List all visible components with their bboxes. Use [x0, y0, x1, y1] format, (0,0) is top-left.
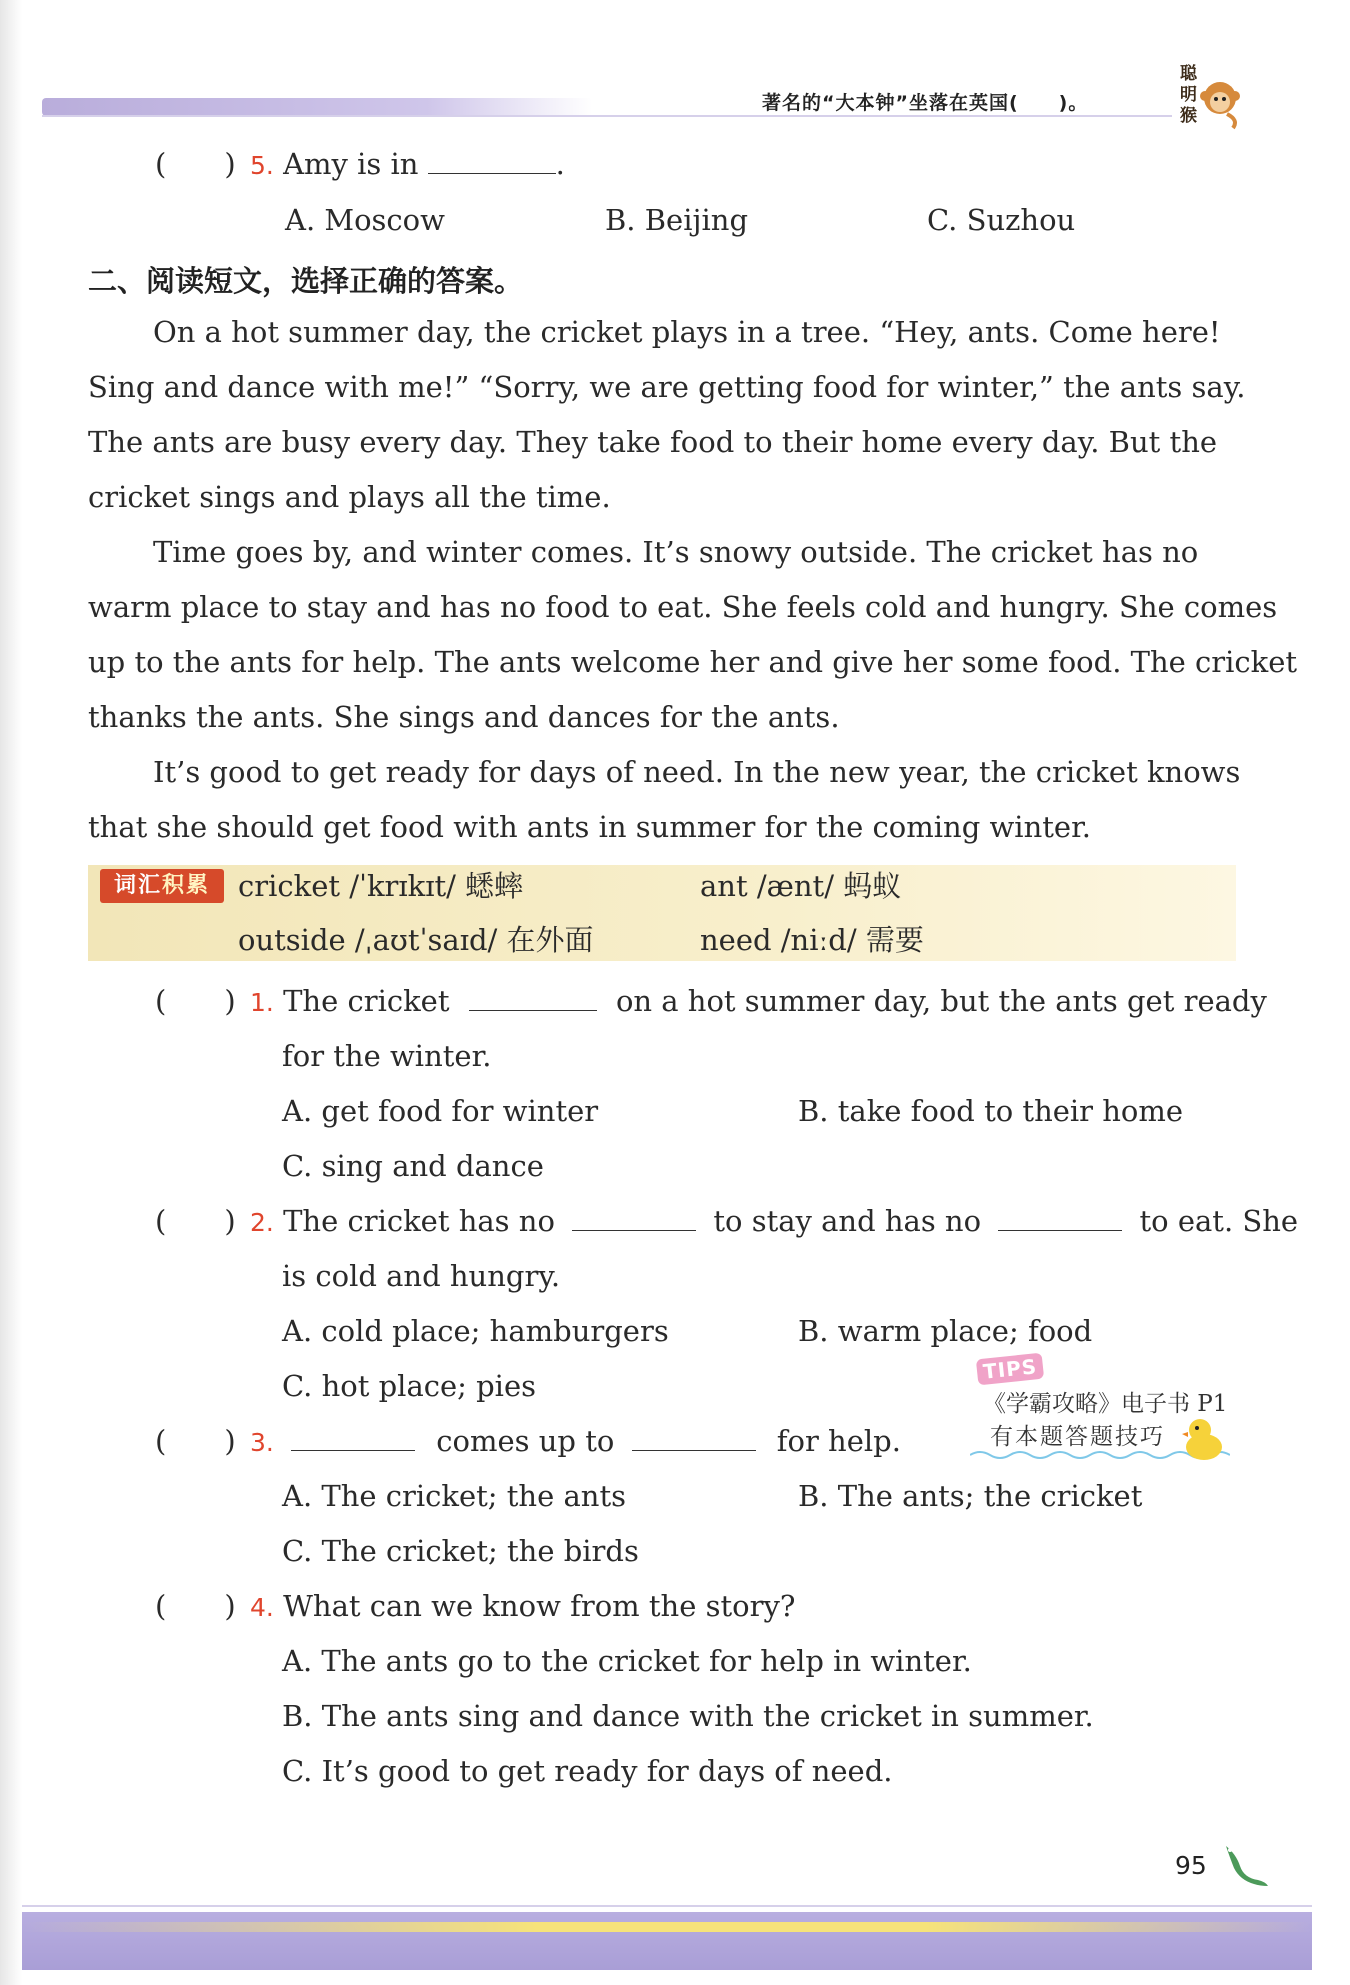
passage-line: On a hot summer day, the cricket plays in a tree. “Hey, ants. Come here! — [153, 315, 1221, 349]
answer-paren[interactable]: ( ) — [155, 1589, 236, 1623]
option-c[interactable]: C. sing and dance — [282, 1149, 544, 1183]
question-1-stem-cont: for the winter. — [282, 1039, 492, 1073]
option-b[interactable]: B. warm place; food — [798, 1314, 1093, 1348]
question-2-stem: 2. The cricket has no to stay and has no to eat. She — [250, 1204, 1299, 1238]
header-color-bar — [42, 98, 592, 116]
passage-line: warm place to stay and has no food to eat. She feels cold and hungry. She comes — [88, 590, 1278, 624]
question-3-stem: 3. comes up to for help. — [250, 1424, 901, 1458]
option-a[interactable]: A. cold place; hamburgers — [282, 1314, 669, 1348]
passage-line: cricket sings and plays all the time. — [88, 480, 611, 514]
answer-paren[interactable]: ( ) — [155, 1424, 236, 1458]
fill-blank[interactable] — [998, 1226, 1122, 1231]
passage-line: that she should get food with ants in summer for the coming winter. — [88, 810, 1091, 844]
footer-color-bar — [22, 1912, 1312, 1970]
section-title: 二、阅读短文，选择正确的答案。 — [88, 264, 524, 298]
fill-blank[interactable] — [572, 1226, 696, 1231]
lizard-icon — [1220, 1840, 1270, 1888]
header-rule — [42, 115, 1172, 117]
option-a[interactable]: A. The cricket; the ants — [282, 1479, 626, 1513]
passage-line: The ants are busy every day. They take food to their home every day. But the — [88, 425, 1218, 459]
option-a[interactable]: A. Moscow — [285, 203, 445, 237]
tips-line: 《学霸攻略》电子书 P1 — [983, 1391, 1228, 1417]
fill-blank[interactable] — [428, 169, 556, 174]
tips-line: 有本题答题技巧 — [990, 1424, 1165, 1450]
tips-badge: TIPS — [976, 1353, 1045, 1386]
vocabulary-tag: 词汇积累 — [100, 869, 224, 903]
vocab-item: ant /ænt/ 蚂蚁 — [700, 869, 902, 903]
vocab-item: cricket /ˈkrɪkɪt/ 蟋蟀 — [238, 869, 524, 903]
option-c[interactable]: C. Suzhou — [927, 203, 1076, 237]
option-a[interactable]: A. get food for winter — [282, 1094, 599, 1128]
option-b[interactable]: B. Beijing — [605, 203, 749, 237]
question-5-stem: 5. Amy is in . — [250, 147, 565, 181]
option-c[interactable]: C. hot place; pies — [282, 1369, 537, 1403]
question-1-stem: 1. The cricket on a hot summer day, but the ants get ready — [250, 984, 1267, 1018]
page-edge-shadow — [0, 0, 22, 1985]
question-2-stem-cont: is cold and hungry. — [282, 1259, 561, 1293]
footer-stripe — [22, 1922, 1312, 1932]
fill-blank[interactable] — [469, 1006, 597, 1011]
passage-line: Time goes by, and winter comes. It’s snowy outside. The cricket has no — [153, 535, 1199, 569]
vocab-item: need /niːd/ 需要 — [700, 923, 924, 957]
question-4-stem: 4. What can we know from the story? — [250, 1589, 796, 1623]
page-number: 95 — [1175, 1851, 1207, 1880]
passage-line: thanks the ants. She sings and dances for the ants. — [88, 700, 840, 734]
fill-blank[interactable] — [291, 1446, 415, 1451]
option-b[interactable]: B. The ants; the cricket — [798, 1479, 1143, 1513]
option-c[interactable]: C. It’s good to get ready for days of need. — [282, 1754, 893, 1788]
duck-icon — [1182, 1415, 1226, 1463]
passage-line: It’s good to get ready for days of need. In the new year, the cricket knows — [153, 755, 1241, 789]
vocab-item: outside /ˌaʊtˈsaɪd/ 在外面 — [238, 923, 594, 957]
answer-paren[interactable]: ( ) — [155, 984, 236, 1018]
passage-line: Sing and dance with me!” “Sorry, we are getting food for winter,” the ants say. — [88, 370, 1246, 404]
option-c[interactable]: C. The cricket; the birds — [282, 1534, 639, 1568]
answer-paren[interactable]: ( ) — [155, 1204, 236, 1238]
answer-paren[interactable]: ( ) — [155, 147, 236, 181]
brand-wordmark: 聪 明 猴 — [1180, 64, 1197, 126]
option-b[interactable]: B. take food to their home — [798, 1094, 1184, 1128]
option-a[interactable]: A. The ants go to the cricket for help in winter. — [282, 1644, 972, 1678]
passage-line: up to the ants for help. The ants welcome her and give her some food. The cricket — [88, 645, 1298, 679]
header-trivia-question: 著名的“大本钟”坐落在英国( )。 — [762, 92, 1089, 114]
footer-rule — [22, 1905, 1312, 1907]
fill-blank[interactable] — [632, 1446, 756, 1451]
option-b[interactable]: B. The ants sing and dance with the cricket in summer. — [282, 1699, 1094, 1733]
